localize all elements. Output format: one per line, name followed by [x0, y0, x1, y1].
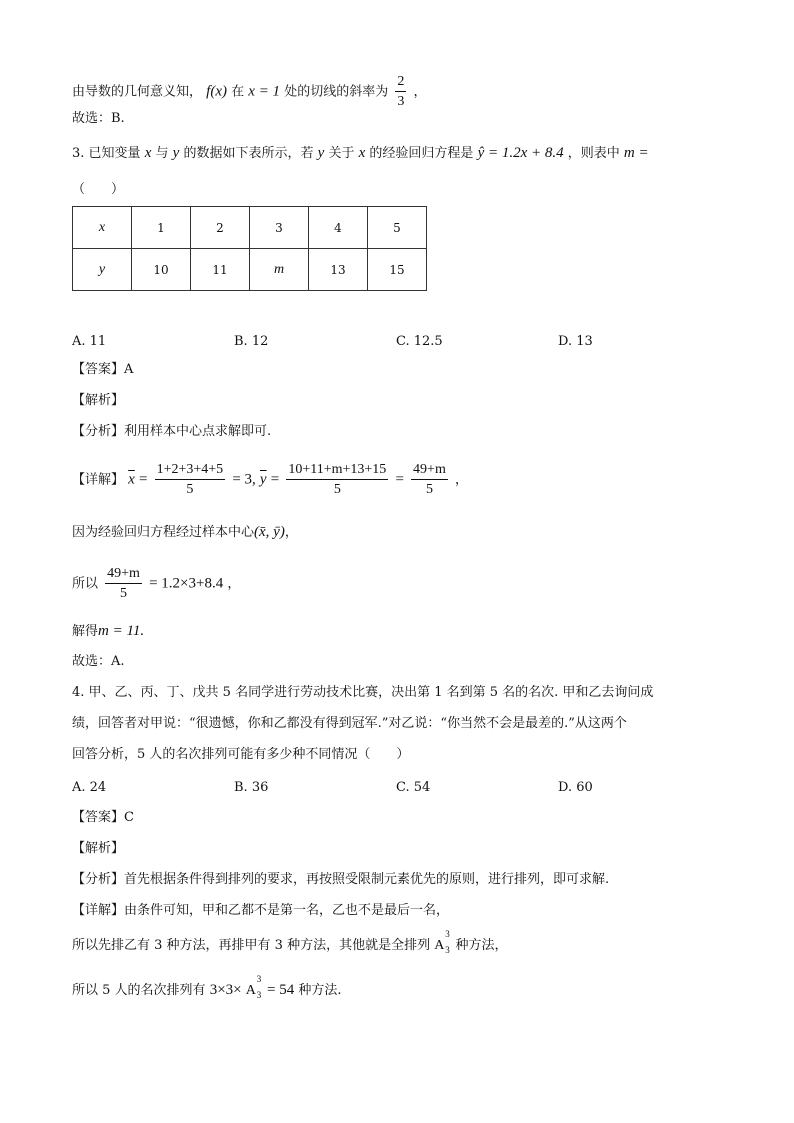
fraction-numerator: 2: [395, 74, 406, 92]
xbar-fraction: [155, 462, 226, 498]
perm-sup: 3: [445, 929, 450, 939]
fraction-denominator: 5: [425, 482, 433, 498]
math-expr: 3×3×: [209, 982, 242, 998]
ybar-fraction: [286, 462, 388, 498]
fraction-denominator: 3: [397, 94, 405, 110]
option-c: C. 12.5: [396, 334, 443, 349]
fraction-numerator: 10+11+m+13+15: [286, 462, 388, 480]
table-cell: 13: [309, 249, 368, 291]
option-b: B. 12: [234, 334, 269, 349]
fenxi-text: 首先根据条件得到排列的要求，再按照受限制元素优先的原则，进行排列，即可求解.: [124, 872, 610, 887]
q4-stem-line-2: 绩，回答者对甲说：“很遗憾，你和乙都没有得到冠军.”对乙说：“你当然不会是最差的.”从这两个: [72, 716, 627, 731]
answer-value: A: [124, 362, 134, 377]
q4-answer: [72, 811, 134, 824]
text: 处的切线的斜率为: [284, 84, 389, 100]
q4-analysis-tag: 【解析】: [72, 841, 125, 856]
text: 在: [231, 84, 245, 100]
fraction-denominator: 5: [120, 586, 128, 602]
text: 关于: [328, 146, 355, 161]
option-a: A. 24: [72, 780, 107, 795]
table-cell: 2: [191, 207, 250, 249]
text: 所以: [72, 576, 99, 592]
fenxi-tag: 【分析】: [72, 872, 125, 887]
table-cell: 10: [132, 249, 191, 291]
detail-tag: 【详解】: [72, 472, 125, 488]
option-b: B. 36: [234, 780, 269, 795]
q3-so: [72, 566, 240, 602]
fenxi-text: 利用样本中心点求解即可.: [124, 424, 272, 439]
table-cell: 3: [250, 207, 309, 249]
answer-tag: 【答案】: [72, 362, 125, 377]
q4-fenxi: [72, 873, 609, 886]
text: 因为经验回归方程经过样本中心: [72, 525, 255, 540]
slope-fraction: [395, 74, 406, 110]
perm-sub: 3: [256, 990, 262, 1000]
answer-tag: 【答案】: [72, 810, 125, 825]
q3-solve: [72, 624, 144, 639]
q2-slope-line: [72, 74, 427, 110]
fraction-denominator: 5: [186, 482, 194, 498]
text: 的经验回归方程是: [369, 146, 474, 161]
table-cell: m: [250, 249, 309, 291]
q3-choice: 故选：A.: [72, 654, 125, 669]
text: 所以 5 人的名次排列有: [72, 983, 206, 998]
regression-equation: ŷ = 1.2x + 8.4: [477, 145, 564, 161]
table-row: [73, 207, 427, 249]
permutation-symbol: [245, 974, 263, 1000]
text: 与: [155, 146, 169, 161]
math-ybar: $\overline{y}$: [259, 471, 267, 488]
fraction-numerator: 49+m: [105, 566, 142, 584]
fraction-numerator: 1+2+3+4+5: [155, 462, 226, 480]
math-var: y: [172, 145, 180, 161]
math-op: =: [270, 471, 280, 488]
detail-tag: 【详解】: [72, 903, 125, 918]
math-solution: m = 11.: [98, 623, 145, 639]
math-op: =: [138, 471, 148, 488]
math-xbar: $\overline{x}$: [128, 471, 135, 488]
math-center: (x̄, ȳ): [254, 524, 285, 540]
perm-letter: A: [434, 938, 445, 953]
q3-because: [72, 525, 298, 540]
option-c: C. 54: [396, 780, 431, 795]
data-table: [72, 206, 427, 291]
math-fx: f(x): [206, 83, 227, 100]
table-cell: y: [73, 249, 132, 291]
fraction-numerator: 49+m: [411, 462, 448, 480]
option-d: D. 60: [558, 780, 593, 795]
q4-step-1: [72, 929, 508, 955]
math-x-eq-1: x = 1: [248, 83, 281, 100]
q2-choice: 故选：B.: [72, 111, 125, 126]
math-rhs: = 1.2×3+8.4: [149, 575, 224, 592]
table-cell: x: [73, 207, 132, 249]
table-cell: 5: [368, 207, 427, 249]
q3-fenxi: [72, 425, 271, 438]
q4-stem-line-3: 回答分析，5 人的名次排列可能有多少种不同情况（ ）: [72, 747, 410, 762]
math-var: x: [358, 145, 366, 161]
table-cell: 15: [368, 249, 427, 291]
q3-answer: [72, 363, 133, 376]
math-op: = 3,: [232, 471, 256, 488]
q4-detail: [72, 904, 449, 917]
q3-paren: （ ）: [72, 182, 125, 197]
fraction-denominator: 5: [333, 482, 341, 498]
text: 解得: [72, 624, 99, 639]
option-a: A. 11: [72, 334, 107, 349]
perm-sub: 3: [445, 945, 450, 955]
q4-step-2: [72, 974, 342, 1000]
table-cell: 4: [309, 207, 368, 249]
text: ，: [413, 84, 427, 100]
fenxi-tag: 【分析】: [72, 424, 125, 439]
ybar-simplified-fraction: [411, 462, 448, 498]
text: 所以先排乙有 3 种方法，再排甲有 3 种方法，其他就是全排列: [72, 938, 431, 953]
text: 3. 已知变量: [72, 146, 141, 161]
text: 由导数的几何意义知，: [72, 84, 203, 100]
text: ，则表中: [567, 146, 620, 161]
so-fraction: [105, 566, 142, 602]
table-row: [73, 249, 427, 291]
option-d: D. 13: [558, 334, 593, 349]
text: 的数据如下表所示，若: [183, 146, 314, 161]
math-var: m =: [623, 145, 649, 161]
table-cell: 1: [132, 207, 191, 249]
q3-stem: [72, 146, 649, 161]
text: ，: [227, 576, 241, 592]
answer-value: C: [124, 810, 134, 825]
q3-analysis-tag: 【解析】: [72, 393, 125, 408]
math-value: = 54: [267, 982, 295, 998]
table-cell: 11: [191, 249, 250, 291]
text: 种方法，: [455, 938, 508, 953]
math-op: =: [395, 471, 404, 488]
detail-text: 由条件可知，甲和乙都不是第一名，乙也不是最后一名，: [124, 903, 450, 918]
permutation-symbol: [434, 929, 451, 955]
text: ，: [454, 472, 468, 488]
q4-stem-line-1: 4. 甲、乙、丙、丁、戊共 5 名同学进行劳动技术比赛，决出第 1 名到第 5 名的名次. 甲和乙去询问成: [72, 685, 654, 700]
q3-detail: [72, 462, 468, 498]
text: 种方法.: [298, 983, 342, 998]
math-var: x: [144, 145, 152, 161]
perm-letter: A: [245, 983, 256, 998]
text: ，: [284, 525, 298, 540]
math-var: y: [317, 145, 325, 161]
perm-sup: 3: [256, 974, 262, 984]
